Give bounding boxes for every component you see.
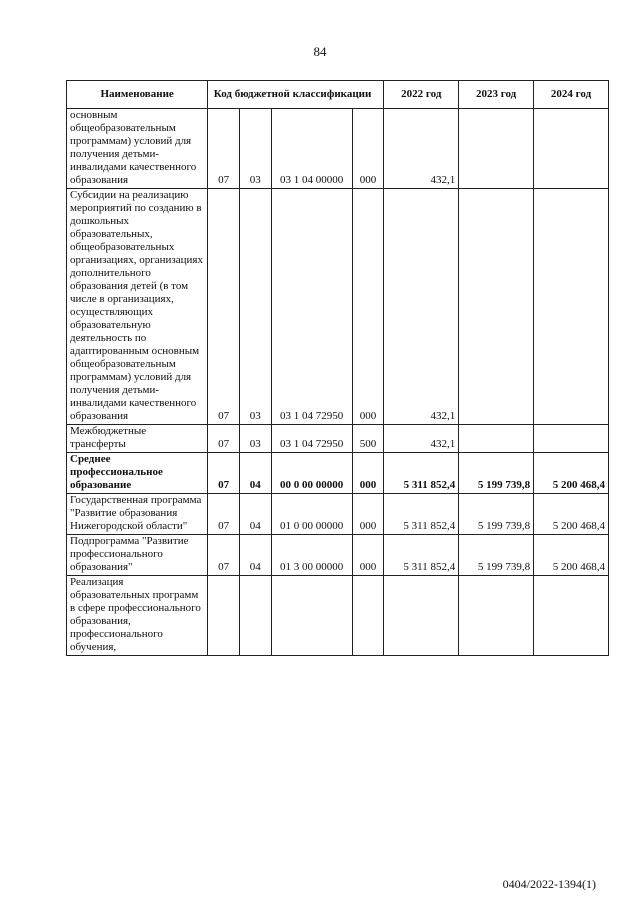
row-2023: 5 199 739,8 (459, 494, 534, 535)
row-name: Среднее профессиональное образование (67, 453, 208, 494)
row-expense-type: 000 (352, 189, 384, 425)
row-expense-type: 000 (352, 453, 384, 494)
row-2024: 5 200 468,4 (534, 535, 609, 576)
row-2022: 5 311 852,4 (384, 535, 459, 576)
row-article: 00 0 00 00000 (271, 453, 352, 494)
row-section: 07 (208, 535, 240, 576)
budget-table (66, 80, 609, 656)
row-2023 (459, 425, 534, 453)
row-article: 01 0 00 00000 (271, 494, 352, 535)
row-2023 (459, 109, 534, 189)
row-article: 01 3 00 00000 (271, 535, 352, 576)
row-name: Межбюджетные трансферты (67, 425, 208, 453)
row-section: 07 (208, 425, 240, 453)
row-expense-type: 000 (352, 535, 384, 576)
row-expense-type (352, 576, 384, 656)
row-subsection: 04 (239, 535, 271, 576)
row-2024: 5 200 468,4 (534, 453, 609, 494)
row-2022: 5 311 852,4 (384, 494, 459, 535)
row-2024: 5 200 468,4 (534, 494, 609, 535)
row-subsection: 04 (239, 453, 271, 494)
table-row (67, 576, 609, 656)
header-name: Наименование (67, 81, 208, 109)
row-name: Государственная программа "Развитие образования Нижегородской области" (67, 494, 208, 535)
row-section (208, 576, 240, 656)
page-number: 84 (313, 44, 327, 59)
row-name: Реализация образовательных программ в сфере профессионального образования, профессионального обучения, (67, 576, 208, 656)
row-article (271, 576, 352, 656)
table-row (67, 109, 609, 189)
header-row (67, 81, 609, 109)
row-expense-type: 000 (352, 109, 384, 189)
row-2023 (459, 189, 534, 425)
row-2024 (534, 425, 609, 453)
row-2023: 5 199 739,8 (459, 535, 534, 576)
row-2023 (459, 576, 534, 656)
header-code: Код бюджетной классификации (208, 81, 384, 109)
row-subsection (239, 576, 271, 656)
row-subsection: 03 (239, 189, 271, 425)
row-2022: 432,1 (384, 189, 459, 425)
row-expense-type: 500 (352, 425, 384, 453)
header-2022: 2022 год (384, 81, 459, 109)
row-2024 (534, 189, 609, 425)
row-2022: 5 311 852,4 (384, 453, 459, 494)
table-row (67, 494, 609, 535)
row-2024 (534, 109, 609, 189)
row-2024 (534, 576, 609, 656)
row-name: Подпрограмма "Развитие профессионального образования" (67, 535, 208, 576)
row-2022 (384, 576, 459, 656)
table-row (67, 189, 609, 425)
row-2022: 432,1 (384, 425, 459, 453)
row-2023: 5 199 739,8 (459, 453, 534, 494)
row-2022: 432,1 (384, 109, 459, 189)
row-section: 07 (208, 109, 240, 189)
document-code: 0404/2022-1394(1) (502, 877, 596, 891)
row-article: 03 1 04 72950 (271, 189, 352, 425)
header-2024: 2024 год (534, 81, 609, 109)
row-article: 03 1 04 00000 (271, 109, 352, 189)
row-name: основным общеобразовательным программам) условий для получения детьми-инвалидами качественного образования (67, 109, 208, 189)
row-subsection: 04 (239, 494, 271, 535)
row-expense-type: 000 (352, 494, 384, 535)
row-subsection: 03 (239, 109, 271, 189)
row-section: 07 (208, 189, 240, 425)
table-row (67, 425, 609, 453)
row-subsection: 03 (239, 425, 271, 453)
header-2023: 2023 год (459, 81, 534, 109)
row-article: 03 1 04 72950 (271, 425, 352, 453)
row-section: 07 (208, 494, 240, 535)
row-section: 07 (208, 453, 240, 494)
table-row (67, 453, 609, 494)
row-name: Субсидии на реализацию мероприятий по созданию в дошкольных образовательных, общеобразовательных организациях, организациях дополнительного образования детей (в том числе в организациях, осуществляющих образовательную деятельность по адаптированным основным общеобразовательным программам) условий для получения детьми-инвалидами качественного образования (67, 189, 208, 425)
table-row (67, 535, 609, 576)
